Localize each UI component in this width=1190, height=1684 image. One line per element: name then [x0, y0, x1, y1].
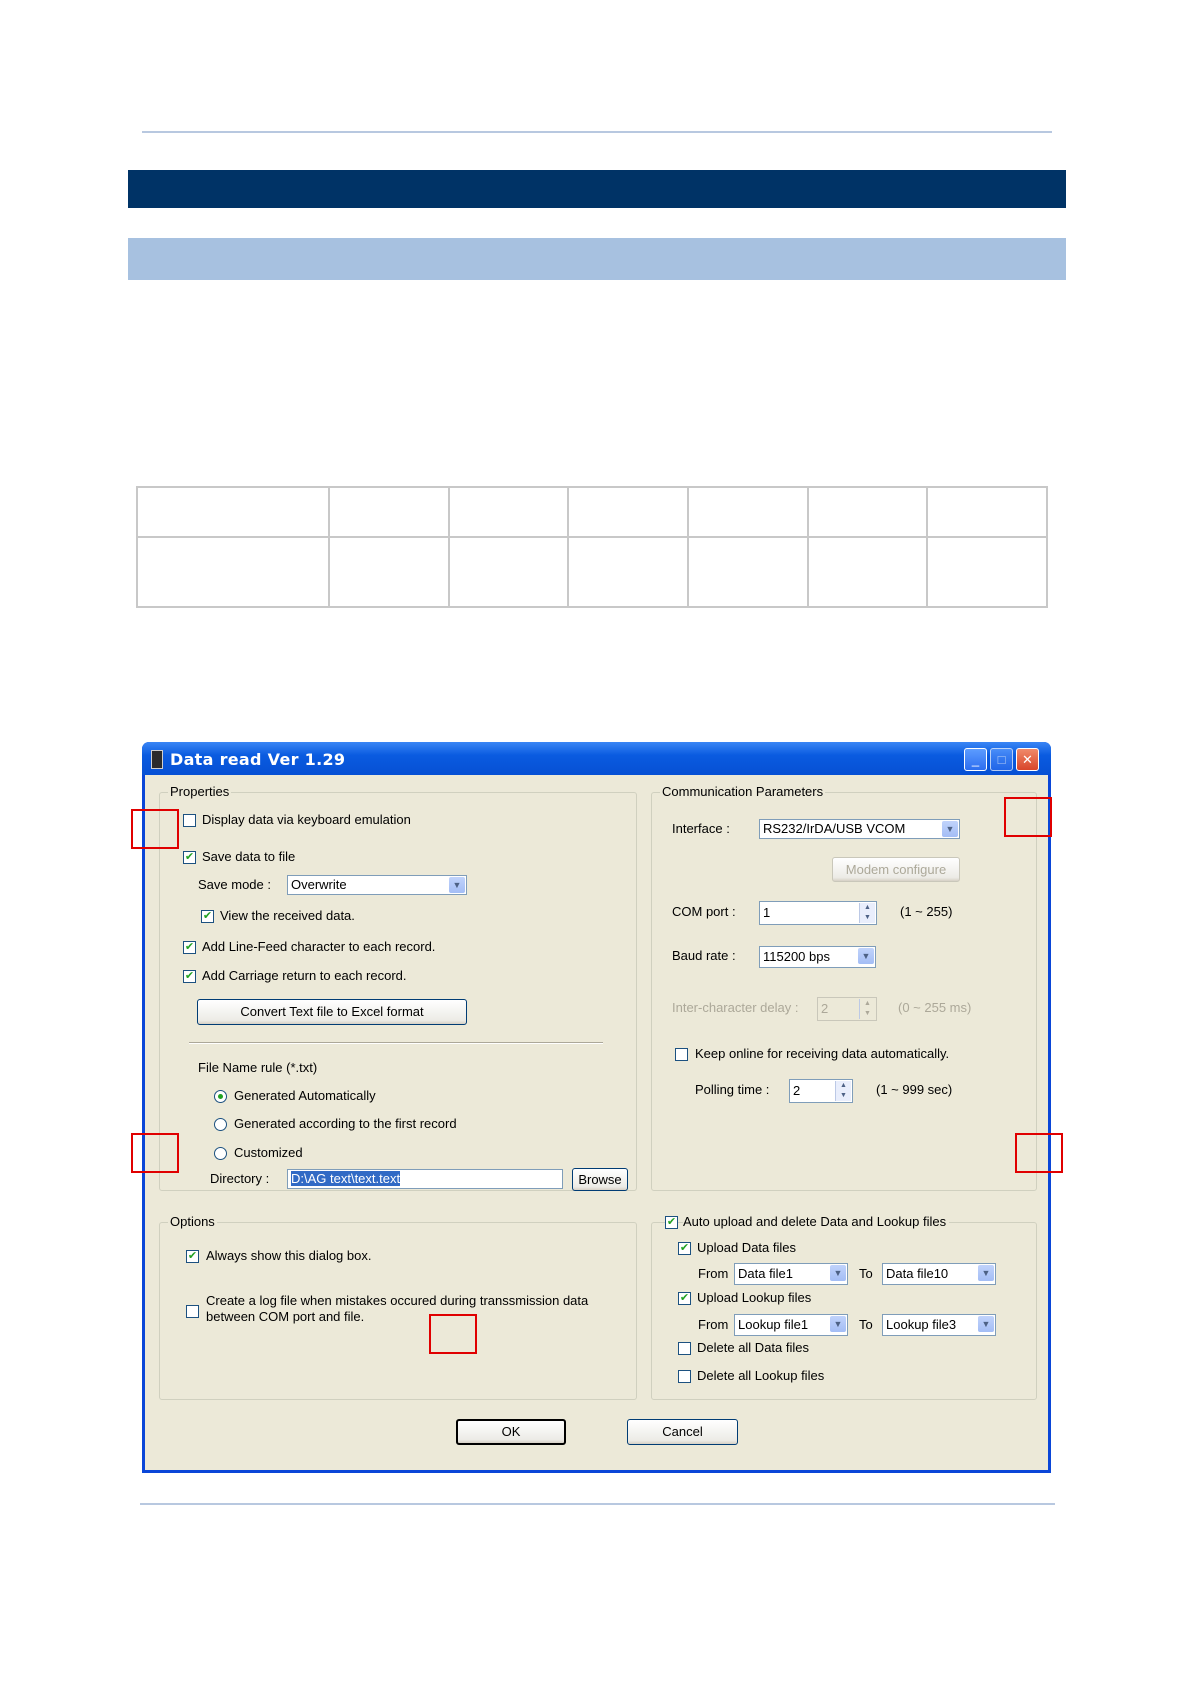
lookup-to-label: To	[859, 1317, 873, 1332]
table-cell	[568, 537, 688, 607]
upload-data-checkbox[interactable]	[678, 1242, 691, 1255]
create-log-label-line1: Create a log file when mistakes occured during transsmission data	[206, 1293, 589, 1308]
radio-auto-label: Generated Automatically	[234, 1088, 376, 1103]
keep-online-label: Keep online for receiving data automatically.	[695, 1046, 950, 1061]
close-icon: ✕	[1022, 752, 1033, 767]
check-icon: ✔	[184, 970, 195, 982]
table-cell	[329, 487, 449, 537]
com-port-input[interactable]	[759, 901, 877, 925]
callout-marker	[131, 809, 179, 849]
options-label: Options	[170, 1214, 215, 1229]
spin-up-icon[interactable]: ▲	[864, 1000, 871, 1007]
view-received-label: View the received data.	[220, 908, 355, 923]
spin-up-icon[interactable]: ▲	[864, 904, 871, 911]
always-show-label: Always show this dialog box.	[206, 1248, 372, 1263]
chevron-down-icon[interactable]: ▼	[858, 948, 874, 964]
subsection-title-bar	[128, 238, 1066, 280]
modem-configure-button[interactable]: Modem configure	[832, 857, 960, 882]
title-bar[interactable]	[142, 742, 1051, 775]
directory-input[interactable]	[287, 1169, 563, 1189]
check-icon: ✔	[184, 851, 195, 863]
table-cell	[927, 487, 1047, 537]
chevron-down-icon[interactable]: ▼	[978, 1265, 994, 1281]
lookup-to-value: Lookup file3	[886, 1317, 957, 1332]
delete-data-checkbox[interactable]	[678, 1342, 691, 1355]
spin-down-icon[interactable]: ▼	[864, 1010, 871, 1017]
footer-rule	[140, 1503, 1055, 1505]
radio-customized-label: Customized	[234, 1145, 303, 1160]
spin-down-icon[interactable]: ▼	[864, 914, 871, 921]
always-show-checkbox[interactable]	[186, 1250, 199, 1263]
display-keyboard-checkbox[interactable]	[183, 814, 196, 827]
table-cell	[568, 487, 688, 537]
section-title-bar	[128, 170, 1066, 208]
radio-customized[interactable]	[214, 1147, 227, 1160]
upload-data-label: Upload Data files	[697, 1240, 796, 1255]
radio-generated-automatically[interactable]	[214, 1090, 227, 1103]
create-log-label-line2: between COM port and file.	[206, 1309, 365, 1324]
inter-char-delay-value: 2	[821, 1001, 829, 1016]
save-to-file-checkbox[interactable]	[183, 851, 196, 864]
save-to-file-label: Save data to file	[202, 849, 296, 864]
convert-to-excel-button[interactable]: Convert Text file to Excel format	[197, 999, 467, 1025]
header-rule	[142, 131, 1052, 133]
inter-char-delay-spinner[interactable]	[859, 999, 875, 1019]
dialog-title: Data read Ver 1.29	[170, 750, 346, 769]
inter-char-delay-label: Inter-character delay :	[672, 1000, 799, 1015]
auto-upload-checkbox[interactable]	[665, 1216, 678, 1229]
auto-upload-label: Auto upload and delete Data and Lookup files	[683, 1214, 949, 1229]
browse-button[interactable]: Browse	[572, 1168, 628, 1191]
lookup-from-select[interactable]	[734, 1314, 848, 1336]
table-cell	[927, 537, 1047, 607]
app-icon	[151, 750, 163, 769]
com-port-spinner[interactable]	[859, 903, 875, 923]
data-from-select[interactable]	[734, 1263, 848, 1285]
inter-char-delay-range: (0 ~ 255 ms)	[898, 1000, 972, 1015]
polling-time-spinner[interactable]	[835, 1081, 851, 1101]
check-icon: ✔	[679, 1242, 690, 1254]
chevron-down-icon[interactable]: ▼	[830, 1316, 846, 1332]
table-cell	[808, 537, 928, 607]
keep-online-checkbox[interactable]	[675, 1048, 688, 1061]
maximize-button[interactable]	[990, 748, 1013, 771]
data-from-value: Data file1	[738, 1266, 793, 1281]
interface-label: Interface :	[672, 821, 730, 836]
callout-marker	[1004, 797, 1052, 837]
baud-rate-value: 115200 bps	[763, 949, 830, 964]
table-cell	[329, 537, 449, 607]
chevron-down-icon[interactable]: ▼	[942, 821, 958, 837]
data-from-label: From	[698, 1266, 729, 1281]
inter-char-delay-input[interactable]	[817, 997, 877, 1021]
callout-marker	[131, 1133, 179, 1173]
minimize-icon: _	[971, 752, 980, 767]
check-icon: ✔	[202, 910, 213, 922]
polling-time-value: 2	[793, 1083, 801, 1098]
directory-label: Directory :	[210, 1171, 270, 1186]
upload-lookup-label: Upload Lookup files	[697, 1290, 812, 1305]
check-icon: ✔	[666, 1216, 677, 1228]
upload-lookup-checkbox[interactable]	[678, 1292, 691, 1305]
save-mode-value: Overwrite	[291, 877, 347, 892]
maximize-icon: □	[997, 752, 1006, 767]
add-line-feed-checkbox[interactable]	[183, 941, 196, 954]
table-cell	[137, 537, 329, 607]
polling-time-range: (1 ~ 999 sec)	[876, 1082, 953, 1097]
check-icon: ✔	[187, 1250, 198, 1262]
display-keyboard-label: Display data via keyboard emulation	[202, 812, 411, 827]
com-port-label: COM port :	[672, 904, 736, 919]
data-read-dialog	[142, 742, 1051, 1473]
table-cell	[137, 487, 329, 537]
table-cell	[688, 487, 808, 537]
divider	[189, 1042, 603, 1044]
empty-table	[136, 486, 1048, 608]
table-cell	[688, 537, 808, 607]
data-to-label: To	[859, 1266, 873, 1281]
minimize-button[interactable]	[964, 748, 987, 771]
dialog-body	[145, 775, 1048, 1470]
polling-time-label: Polling time :	[695, 1082, 770, 1097]
interface-select[interactable]	[759, 819, 960, 839]
add-carriage-return-label: Add Carriage return to each record.	[202, 968, 407, 983]
table-cell	[449, 487, 569, 537]
delete-lookup-label: Delete all Lookup files	[697, 1368, 825, 1383]
spin-down-icon[interactable]: ▼	[840, 1092, 847, 1099]
table-cell	[449, 537, 569, 607]
table-cell	[808, 487, 928, 537]
spin-up-icon[interactable]: ▲	[840, 1082, 847, 1089]
close-button[interactable]	[1016, 748, 1039, 771]
com-port-range: (1 ~ 255)	[900, 904, 953, 919]
save-mode-label: Save mode :	[198, 877, 271, 892]
polling-time-input[interactable]	[789, 1079, 853, 1103]
lookup-from-label: From	[698, 1317, 729, 1332]
baud-rate-label: Baud rate :	[672, 948, 736, 963]
callout-marker	[429, 1314, 477, 1354]
chevron-down-icon[interactable]: ▼	[449, 877, 465, 893]
data-to-value: Data file10	[886, 1266, 949, 1281]
view-received-checkbox[interactable]	[201, 910, 214, 923]
lookup-from-value: Lookup file1	[738, 1317, 809, 1332]
interface-value: RS232/IrDA/USB VCOM	[763, 821, 906, 836]
delete-lookup-checkbox[interactable]	[678, 1370, 691, 1383]
chevron-down-icon[interactable]: ▼	[830, 1265, 846, 1281]
properties-label: Properties	[170, 784, 230, 799]
callout-marker	[1015, 1133, 1063, 1173]
delete-data-label: Delete all Data files	[697, 1340, 809, 1355]
lookup-to-select[interactable]	[882, 1314, 996, 1336]
communication-label: Communication Parameters	[662, 784, 824, 799]
save-mode-select[interactable]	[287, 875, 467, 895]
create-log-checkbox[interactable]	[186, 1305, 199, 1318]
radio-first-record-label: Generated according to the first record	[234, 1116, 457, 1131]
radio-first-record[interactable]	[214, 1118, 227, 1131]
baud-rate-select[interactable]	[759, 946, 876, 968]
check-icon: ✔	[679, 1292, 690, 1304]
add-carriage-return-checkbox[interactable]	[183, 970, 196, 983]
cancel-button[interactable]: Cancel	[627, 1419, 738, 1445]
check-icon: ✔	[184, 941, 195, 953]
file-name-rule-label: File Name rule (*.txt)	[198, 1060, 318, 1075]
communication-group	[651, 784, 1037, 1191]
chevron-down-icon[interactable]: ▼	[978, 1316, 994, 1332]
directory-value: D:\AG text\text.text	[291, 1171, 401, 1186]
data-to-select[interactable]	[882, 1263, 996, 1285]
add-line-feed-label: Add Line-Feed character to each record.	[202, 939, 436, 954]
ok-button[interactable]: OK	[456, 1419, 566, 1445]
com-port-value: 1	[763, 905, 771, 920]
